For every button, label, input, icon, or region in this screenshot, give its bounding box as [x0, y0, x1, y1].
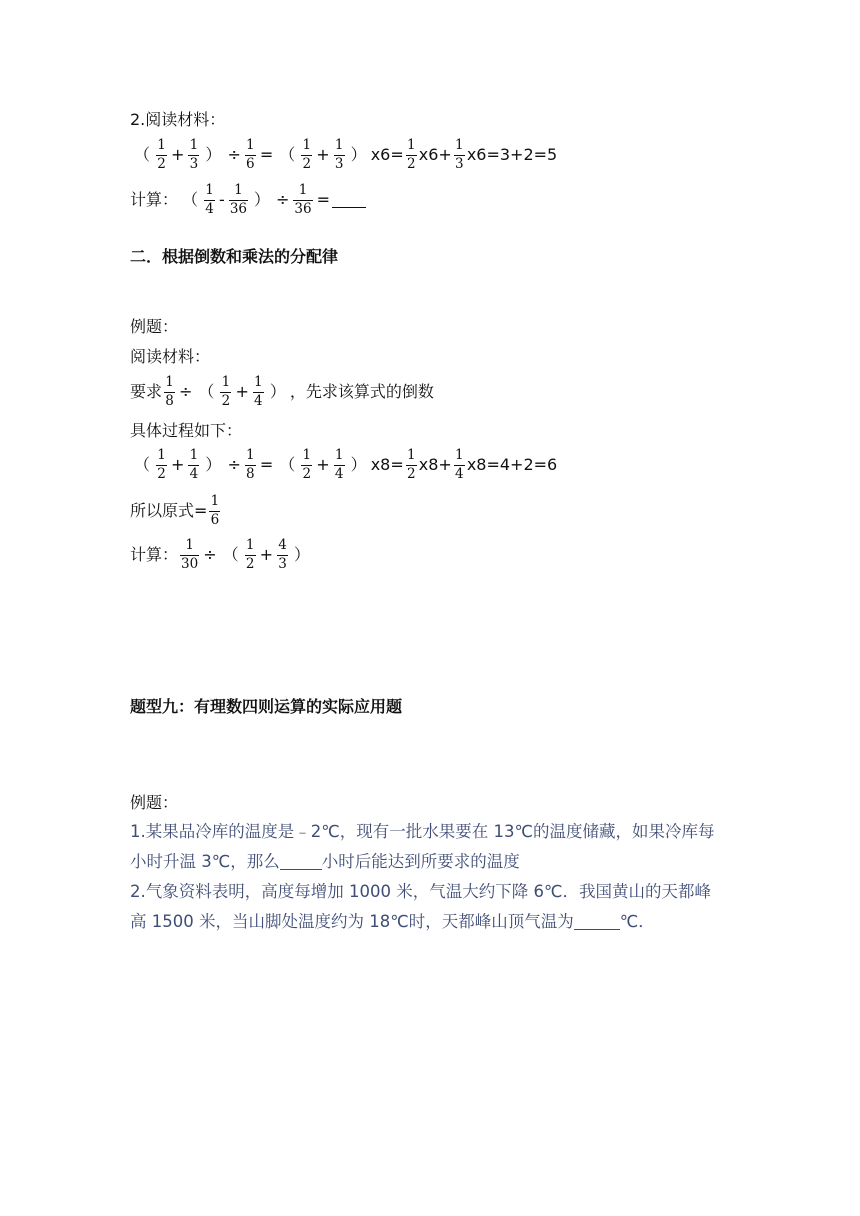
- calc-label: 计算：: [130, 545, 179, 564]
- denominator: 6: [210, 511, 220, 528]
- plus-sign: +: [171, 455, 185, 474]
- question-1-line-1: [130, 815, 715, 849]
- process-label: [130, 414, 242, 448]
- numerator: 1: [406, 137, 416, 153]
- numerator: 4: [278, 537, 287, 553]
- question-2-line-2: [130, 905, 655, 939]
- denominator: 8: [165, 392, 174, 409]
- process-label-text: 具体过程如下：: [130, 421, 243, 440]
- paren-close: ）: [350, 455, 367, 474]
- denominator: 4: [455, 465, 464, 482]
- fraction: [406, 139, 417, 171]
- reading-label-text: 2.阅读材料：: [130, 110, 226, 129]
- numerator: 1: [406, 447, 416, 463]
- fraction: [245, 139, 256, 171]
- paren-open: （: [198, 382, 215, 401]
- plus-sign: +: [235, 382, 249, 401]
- denominator: 3: [189, 155, 199, 172]
- reading-formula: [130, 138, 557, 172]
- denominator: 4: [189, 465, 199, 482]
- example-label-text: 例题：: [130, 793, 179, 812]
- numerator: 1: [246, 447, 255, 463]
- denominator: 3: [334, 155, 344, 172]
- question-text: ℃．: [619, 911, 655, 931]
- paren-open: （: [222, 545, 239, 564]
- answer-blank: [332, 193, 366, 208]
- denominator: 4: [205, 200, 214, 217]
- reading-label: [130, 340, 210, 374]
- divide-sign: ÷: [179, 382, 193, 401]
- question-2-line-1: [130, 875, 711, 909]
- fraction: [406, 449, 417, 481]
- fraction: [156, 449, 167, 481]
- fraction: [180, 539, 199, 571]
- numerator: 1: [210, 493, 220, 509]
- numerator: 1: [157, 137, 166, 153]
- fraction: [220, 376, 231, 408]
- section-heading: [130, 690, 402, 724]
- denominator: 36: [294, 200, 312, 217]
- numerator: 1: [234, 182, 243, 198]
- formula-text: x6+: [418, 145, 452, 164]
- paren-close: ）: [254, 190, 271, 209]
- plus-sign: +: [316, 455, 330, 474]
- equals-sign: =: [259, 455, 274, 474]
- fraction: [188, 449, 199, 481]
- denominator: 2: [157, 465, 166, 482]
- paren-open: （: [279, 455, 296, 474]
- numerator: 1: [221, 374, 231, 390]
- numerator: 1: [245, 537, 255, 553]
- fraction: [245, 449, 256, 481]
- question-text: 2.气象资料表明，高度每增加 1000 米，气温大约下降 6℃．我国黄山的天都峰: [130, 881, 711, 901]
- require-prefix: 要求: [130, 382, 163, 401]
- denominator: 2: [245, 555, 255, 572]
- denominator: 8: [246, 465, 255, 482]
- fraction: [204, 184, 215, 216]
- fraction: [293, 184, 312, 216]
- denominator: 2: [221, 392, 231, 409]
- paren-close: ）: [294, 545, 311, 564]
- numerator: 1: [254, 374, 263, 390]
- denominator: 2: [406, 155, 416, 172]
- formula-text: x8=: [370, 455, 404, 474]
- question-text: 1.某果品冷库的温度是﹣2℃，现有一批水果要在 13℃的温度储藏，如果冷库每: [130, 821, 715, 841]
- paren-close: ）: [350, 145, 367, 164]
- numerator: 1: [157, 447, 166, 463]
- numerator: 1: [334, 447, 344, 463]
- numerator: 1: [185, 537, 194, 553]
- denominator: 2: [406, 465, 416, 482]
- numerator: 1: [165, 374, 174, 390]
- require-suffix: ，先求该算式的倒数: [289, 382, 434, 401]
- numerator: 1: [455, 447, 464, 463]
- fraction: [156, 139, 167, 171]
- formula-text: x6=3+2=5: [466, 145, 558, 164]
- paren-close: ）: [205, 455, 222, 474]
- fraction: [164, 376, 175, 408]
- question-text: 高 1500 米，当山脚处温度约为 18℃时，天都峰山顶气温为: [130, 911, 574, 931]
- divide-sign: ÷: [227, 455, 241, 474]
- reading-calc: [130, 183, 366, 217]
- fraction: [301, 449, 312, 481]
- equals-sign: =: [316, 190, 331, 209]
- fraction: [334, 449, 345, 481]
- section-heading: [130, 240, 338, 274]
- process-formula: [130, 448, 557, 482]
- denominator: 3: [455, 155, 464, 172]
- numerator: 1: [334, 137, 344, 153]
- question-1-line-2: [130, 845, 520, 879]
- divide-sign: ÷: [203, 545, 217, 564]
- formula-text: x8+: [418, 455, 452, 474]
- plus-sign: +: [171, 145, 185, 164]
- denominator: 2: [302, 465, 312, 482]
- fraction: [188, 139, 199, 171]
- divide-sign: ÷: [276, 190, 290, 209]
- fraction: [277, 539, 288, 571]
- formula-text: x8=4+2=6: [466, 455, 558, 474]
- calc-line: [130, 538, 314, 572]
- denominator: 2: [302, 155, 312, 172]
- numerator: 1: [205, 182, 214, 198]
- numerator: 1: [298, 182, 308, 198]
- reading-label-text: 阅读材料：: [130, 347, 211, 366]
- denominator: 2: [157, 155, 166, 172]
- numerator: 1: [189, 137, 199, 153]
- formula-text: x6=: [370, 145, 404, 164]
- numerator: 1: [189, 447, 199, 463]
- fraction: [229, 184, 248, 216]
- paren-open: （: [182, 190, 199, 209]
- fraction: [301, 139, 312, 171]
- fraction: [253, 376, 264, 408]
- equals-sign: =: [259, 145, 274, 164]
- fraction: [334, 139, 345, 171]
- denominator: 6: [246, 155, 255, 172]
- paren-open: （: [279, 145, 296, 164]
- answer-blank: [574, 915, 620, 930]
- denominator: 3: [278, 555, 287, 572]
- numerator: 1: [302, 447, 312, 463]
- paren-close: ）: [269, 382, 286, 401]
- section-heading-text: 题型九：有理数四则运算的实际应用题: [130, 697, 403, 716]
- denominator: 30: [181, 555, 199, 572]
- denominator: 4: [254, 392, 263, 409]
- example-label-text: 例题：: [130, 317, 179, 336]
- divide-sign: ÷: [227, 145, 241, 164]
- denominator: 4: [334, 465, 344, 482]
- calc-label: 计算：: [130, 190, 179, 209]
- answer-blank: [280, 855, 322, 870]
- paren-close: ）: [205, 145, 222, 164]
- denominator: 36: [229, 200, 247, 217]
- plus-sign: +: [259, 545, 274, 564]
- minus-sign: -: [219, 190, 225, 209]
- result-prefix: 所以原式=: [130, 501, 208, 520]
- reading-label: [130, 103, 225, 137]
- fraction: [209, 495, 220, 527]
- paren-open: （: [134, 145, 151, 164]
- fraction: [454, 139, 465, 171]
- paren-open: （: [134, 455, 151, 474]
- section-heading-text: 二．根据倒数和乘法的分配律: [130, 247, 339, 266]
- fraction: [245, 539, 256, 571]
- question-text: 小时后能达到所要求的温度: [321, 851, 520, 871]
- question-text: 小时升温 3℃，那么: [130, 851, 280, 871]
- numerator: 1: [455, 137, 464, 153]
- example-label: [130, 310, 178, 344]
- plus-sign: +: [316, 145, 330, 164]
- numerator: 1: [302, 137, 312, 153]
- numerator: 1: [246, 137, 255, 153]
- fraction: [454, 449, 465, 481]
- require-line: [130, 375, 434, 409]
- result-line: [130, 494, 222, 528]
